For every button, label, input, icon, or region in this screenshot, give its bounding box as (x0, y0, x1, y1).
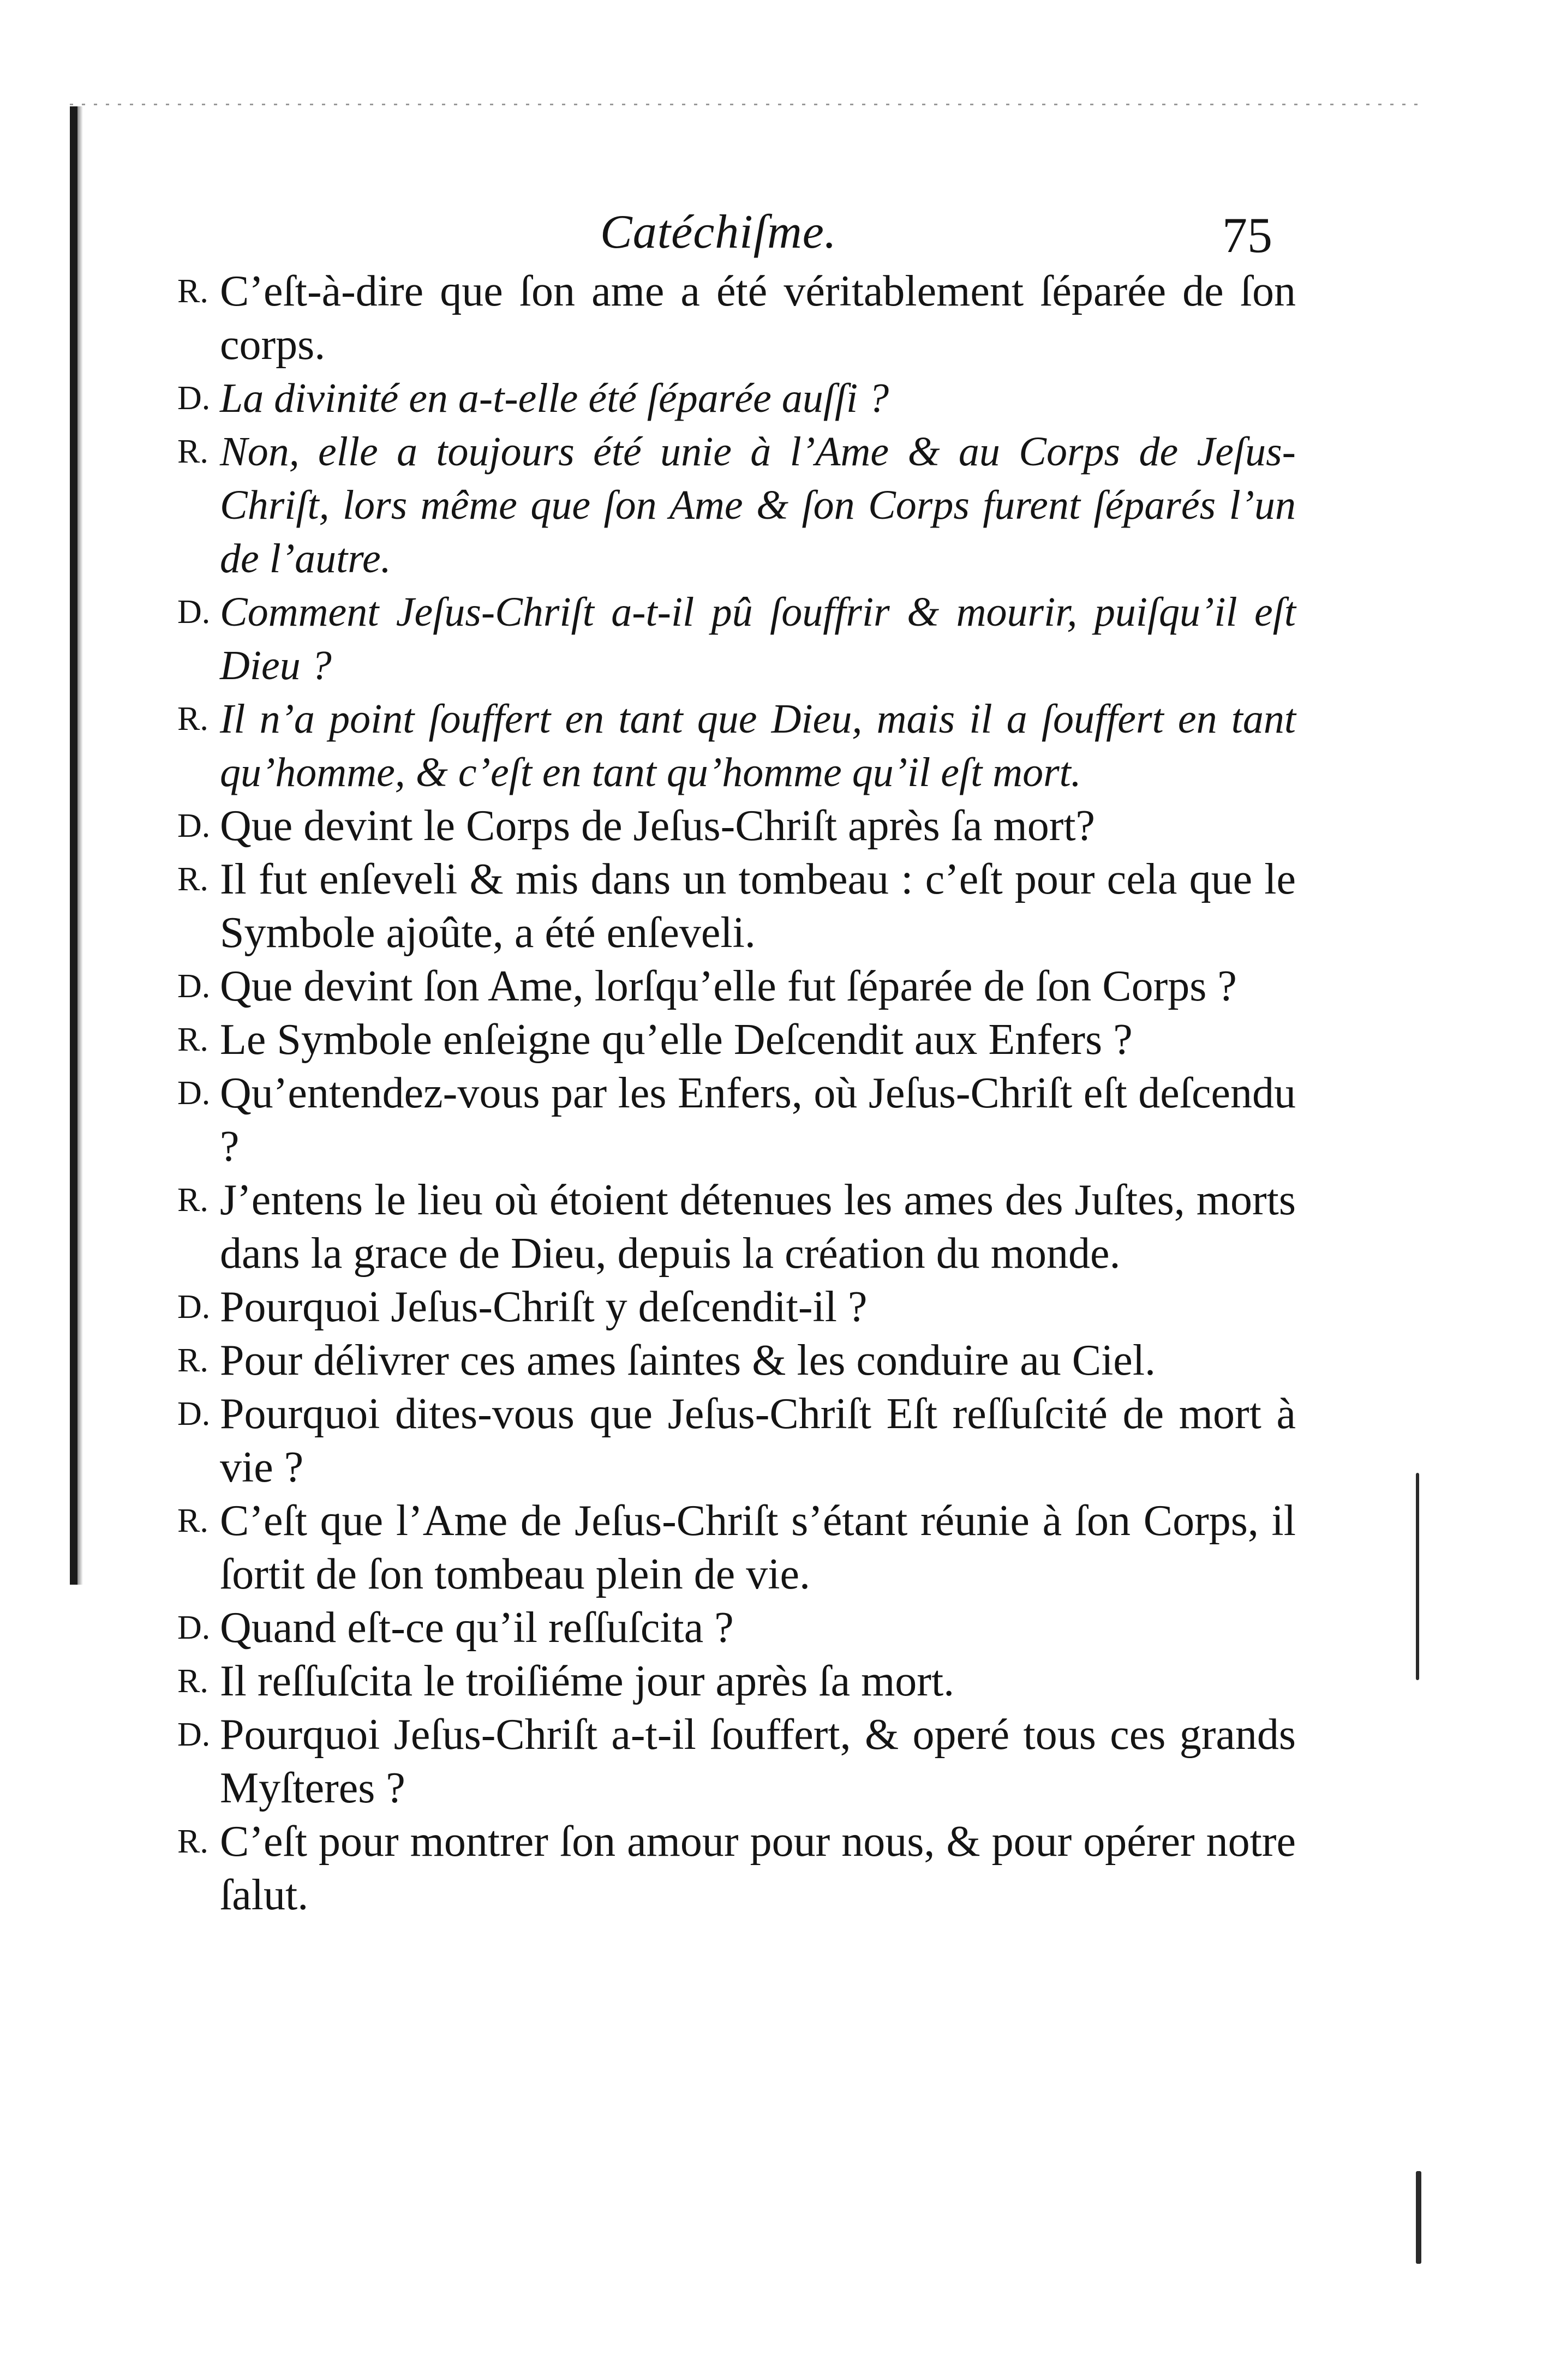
entry-text: La divinité en a-t-elle été ſéparée auſſi ? (220, 375, 889, 421)
entry-text: C’eſt que l’Ame de Jeſus-Chriſt s’étant réunie à ſon Corps, il ſortit de ſon tombeau plein de vie. (220, 1497, 1296, 1598)
speaker-marker: D. (177, 1609, 211, 1646)
speaker-marker: D. (177, 593, 211, 631)
qa-entry (177, 265, 1296, 371)
speaker-marker: D. (177, 1716, 211, 1753)
speaker-marker: R. (177, 1823, 208, 1860)
catechism-text (177, 265, 1296, 1922)
entry-text: C’eſt pour montrer ſon amour pour nous, & pour opérer notre ſalut. (220, 1818, 1296, 1919)
speaker-marker: R. (177, 433, 208, 470)
qa-entry (177, 1387, 1296, 1494)
entry-text: Il n’a point ſouffert en tant que Dieu, mais il a ſouffert en tant qu’homme, & c’eſt en tant qu’homme qu’il eſt mort. (220, 696, 1296, 795)
speaker-marker: D. (177, 1288, 211, 1326)
qa-entry (177, 585, 1296, 692)
qa-entry (177, 1013, 1296, 1066)
entry-text: Pourquoi dites-vous que Jeſus-Chriſt Eſt reſſuſcité de mort à vie ? (220, 1390, 1296, 1491)
entry-text: Le Symbole enſeigne qu’elle Deſcendit aux Enfers ? (220, 1016, 1133, 1064)
speaker-marker: D. (177, 1395, 211, 1432)
entry-text: Pour délivrer ces ames ſaintes & les conduire au Ciel. (220, 1336, 1156, 1384)
qa-entry (177, 1601, 1296, 1654)
binding-shadow (70, 106, 77, 1585)
entry-text: Quand eſt-ce qu’il reſſuſcita ? (220, 1604, 734, 1652)
speaker-marker: R. (177, 273, 208, 310)
speaker-marker: R. (177, 1182, 208, 1219)
entry-text: Qu’entendez-vous par les Enfers, où Jeſus-Chriſt eſt deſcendu ? (220, 1069, 1296, 1171)
qa-entry (177, 1280, 1296, 1334)
page-edge-line (70, 104, 1423, 105)
entry-text: Comment Jeſus-Chriſt a-t-il pû ſouffrir & mourir, puiſqu’il eſt Dieu ? (220, 589, 1296, 688)
margin-smudge (1416, 2171, 1421, 2264)
speaker-marker: R. (177, 1021, 208, 1058)
qa-entry (177, 425, 1296, 585)
qa-entry (177, 371, 1296, 425)
qa-entry (177, 1654, 1296, 1708)
speaker-marker: R. (177, 1342, 208, 1379)
speaker-marker: R. (177, 700, 208, 738)
speaker-marker: D. (177, 1075, 211, 1112)
entry-text: Que devint ſon Ame, lorſqu’elle fut ſéparée de ſon Corps ? (220, 962, 1237, 1010)
qa-entry (177, 799, 1296, 853)
entry-text: Pourquoi Jeſus-Chriſt a-t-il ſouffert, & operé tous ces grands Myſteres ? (220, 1711, 1296, 1812)
qa-entry (177, 960, 1296, 1013)
speaker-marker: R. (177, 1502, 208, 1539)
qa-entry (177, 1334, 1296, 1387)
entry-text: Non, elle a toujours été unie à l’Ame & au Corps de Jeſus-Chriſt, lors même que ſon Ame & ſon Corps furent ſéparés l’un de l’autre. (220, 429, 1296, 581)
entry-text: Pourquoi Jeſus-Chriſt y deſcendit-il ? (220, 1283, 868, 1331)
margin-smudge (1416, 1473, 1419, 1680)
qa-entry (177, 1173, 1296, 1280)
running-head: Catéchiſme. (600, 206, 837, 259)
entry-text: Que devint le Corps de Jeſus-Chriſt après ſa mort? (220, 802, 1096, 850)
qa-entry (177, 1708, 1296, 1815)
entry-text: Il fut enſeveli & mis dans un tombeau : c’eſt pour cela que le Symbole ajoûte, a été enſeveli. (220, 855, 1296, 957)
page-number: 75 (1222, 207, 1272, 263)
entry-text: C’eſt-à-dire que ſon ame a été véritablement ſéparée de ſon corps. (220, 267, 1296, 369)
speaker-marker: D. (177, 807, 211, 844)
entry-text: J’entens le lieu où étoient détenues les ames des Juſtes, morts dans la grace de Dieu, depuis la création du monde. (220, 1176, 1296, 1278)
speaker-marker: D. (177, 380, 211, 417)
qa-entry (177, 692, 1296, 799)
binding-gradient (77, 106, 83, 1585)
qa-entry (177, 1815, 1296, 1922)
speaker-marker: R. (177, 861, 208, 898)
speaker-marker: D. (177, 968, 211, 1005)
qa-entry (177, 853, 1296, 960)
entry-text: Il reſſuſcita le troiſiéme jour après ſa mort. (220, 1657, 955, 1705)
qa-entry (177, 1066, 1296, 1173)
speaker-marker: R. (177, 1663, 208, 1700)
qa-entry (177, 1494, 1296, 1601)
